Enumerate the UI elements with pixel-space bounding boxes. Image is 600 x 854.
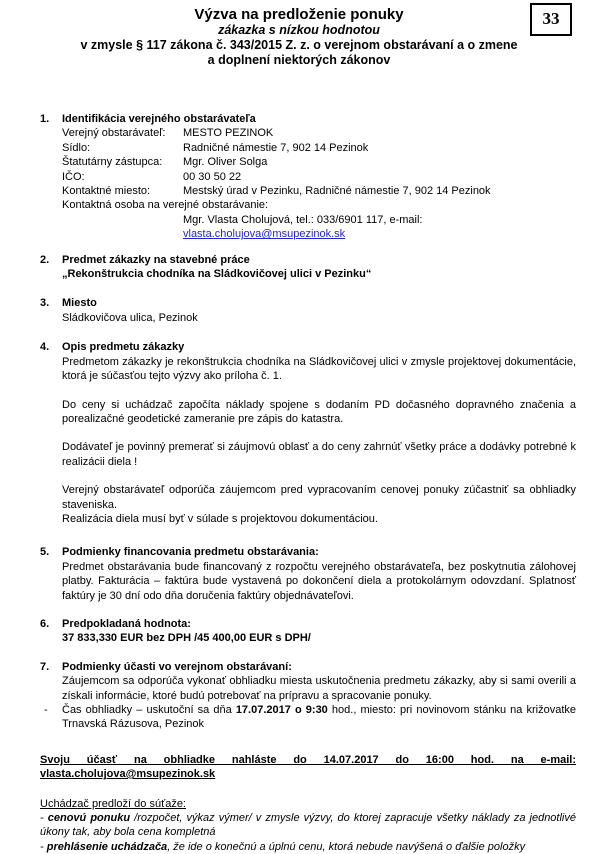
field-value: 00 30 50 22: [183, 170, 242, 183]
site-visit-bullet: [42, 703, 576, 732]
field-row: [62, 184, 576, 198]
submission-item: [40, 811, 576, 840]
field-value: Mestský úrad v Pezinku, Radničné námestie 7, 902 14 Pezinok: [183, 185, 491, 198]
description-paragraph: Dodávateľ je povinný premerať si záujmovú oblasť a do ceny zahrnúť všetky práce a dodávky potrebné k realizácii diela !: [62, 441, 576, 468]
section-heading: Podmienky financovania predmetu obstarávania:: [62, 546, 319, 559]
field-row: [62, 170, 576, 184]
section-identification: [40, 112, 576, 242]
section-financing: [40, 545, 576, 603]
section-heading: Predmet zákazky na stavebné práce: [62, 253, 250, 266]
field-label: Sídlo:: [62, 141, 91, 154]
field-label: IČO:: [62, 170, 85, 183]
law-reference-line-2: a doplnení niektorých zákonov: [207, 53, 391, 67]
item-bold-term: cenovú ponuku: [47, 812, 131, 825]
document-header: [31, 6, 567, 68]
field-row: [62, 155, 576, 169]
contact-person-detail: Mgr. Vlasta Cholujová, tel.: 033/6901 117, e-mail:: [183, 213, 423, 226]
notice-email-link[interactable]: vlasta.cholujova@msupezinok.sk: [40, 768, 216, 781]
submission-heading: Uchádzač predloží do súťaže:: [40, 797, 186, 810]
field-row: [62, 126, 576, 140]
section-number: 2.: [40, 253, 50, 266]
item-rest: /rozpočet, výkaz výmer/ v zmysle výzvy, do ktorej zapracuje všetky náklady za jednotlivé úkony tak, aby bola cena kompletná: [40, 812, 576, 839]
section-place: [40, 296, 576, 325]
section-heading: Opis predmetu zákazky: [62, 341, 185, 354]
description-paragraph: Predmetom zákazky je rekonštrukcia chodníka na Sládkovičovej ulici v zmysle projektovej dokumentácie, ktorá je súčasťou tejto výzvy ako príloha č. 1.: [62, 355, 576, 383]
field-value: MESTO PEZINOK: [183, 127, 274, 140]
site-visit-text: [62, 703, 576, 732]
section-heading: Miesto: [62, 297, 97, 310]
submission-requirements: [40, 797, 576, 854]
section-participation-conditions: [40, 660, 576, 732]
description-paragraph: Do ceny si uchádzač započíta náklady spojene s dodaním PD dočasného dopravného značenia a porealizačné geodetické zameranie pre zápis do katastra.: [62, 398, 576, 425]
section-number: 7.: [40, 660, 50, 673]
section-number: 5.: [40, 546, 50, 559]
estimated-value: 37 833,330 EUR bez DPH /45 400,00 EUR s DPH/: [62, 632, 311, 645]
field-value: Radničné námestie 7, 902 14 Pezinok: [183, 141, 369, 154]
section-heading: Predpokladaná hodnota:: [62, 617, 191, 630]
site-visit-pre: Čas obhliadky – uskutoční sa dňa: [62, 704, 236, 716]
field-row: [62, 141, 576, 155]
contract-subject-title: „Rekonštrukcia chodníka na Sládkovičovej ulici v Pezinku“: [62, 268, 372, 281]
item-bold-term: prehlásenie uchádzača: [46, 840, 168, 853]
submission-item: [40, 840, 576, 854]
section-number: 4.: [40, 341, 50, 354]
field-value: Mgr. Oliver Solga: [183, 156, 268, 169]
section-subject: [40, 253, 576, 282]
section-estimated-value: [40, 617, 576, 646]
financing-paragraph: Predmet obstarávania bude financovaný z rozpočtu verejného obstarávateľa, bez poskytnutia zálohovej platby. Fakturácia – faktúra bude vystavená po dokončení diela a protokolárnym odovzdaní. Splatnosť faktúry je 30 dní odo dňa doručenia faktúry objednávateľovi.: [62, 560, 576, 602]
contact-person-heading: Kontaktná osoba na verejné obstarávanie:: [62, 199, 269, 212]
participation-intro: Záujemcom sa odporúča vykonať obhliadku miesta uskutočnenia predmetu zákazky, aby si sami overili a získali informácie, ktoré budú potrebovať na prípravu a spracovanie ponuky.: [62, 675, 576, 702]
item-dash: -: [40, 840, 47, 853]
field-label: Štatutárny zástupca:: [62, 156, 163, 169]
item-rest: , že ide o konečnú a úplnú cenu, ktorá nebude navýšená o ďalšie položky: [167, 840, 526, 853]
law-reference-line-1: v zmysle § 117 zákona č. 343/2015 Z. z. o verejnom obstarávaní a o zmene: [80, 38, 518, 52]
field-label: Verejný obstarávateľ:: [62, 127, 166, 140]
contact-email-link[interactable]: vlasta.cholujova@msupezinok.sk: [183, 228, 346, 241]
page-number: 33: [542, 9, 560, 29]
place-text: Sládkovičova ulica, Pezinok: [62, 311, 198, 324]
visit-registration-text: Svoju účasť na obhliadke nahláste do 14.07.2017 do 16:00 hod. na e-mail:: [40, 753, 576, 766]
site-visit-post: hod., miesto: pri novinovom stánku na križovatke Trnavská Rázusova, Pezinok: [62, 704, 577, 731]
visit-registration-notice: [40, 753, 576, 782]
description-paragraph: Verejný obstarávateľ odporúča záujemcom pred vypracovaním cenovej ponuky zúčastniť sa obhliadky staveniska.: [62, 484, 576, 511]
document-title: Výzva na predloženie ponuky: [194, 6, 404, 23]
section-description: [40, 340, 576, 526]
description-paragraph: Realizácia diela musí byť v súlade s projektovou dokumentáciou.: [62, 512, 378, 525]
section-heading: Identifikácia verejného obstarávateľa: [62, 113, 256, 125]
section-number: 3.: [40, 297, 50, 310]
field-label: Kontaktné miesto:: [62, 185, 151, 198]
site-visit-datetime: 17.07.2017 o 9:30: [235, 704, 328, 716]
section-number: 6.: [40, 617, 50, 630]
document-subtitle: zákazka s nízkou hodnotou: [218, 23, 380, 37]
bullet-dash: -: [44, 704, 48, 716]
document-body: [40, 112, 576, 854]
item-dash: -: [40, 812, 48, 825]
section-number: 1.: [40, 113, 50, 125]
section-heading: Podmienky účasti vo verejnom obstarávaní:: [62, 660, 292, 673]
